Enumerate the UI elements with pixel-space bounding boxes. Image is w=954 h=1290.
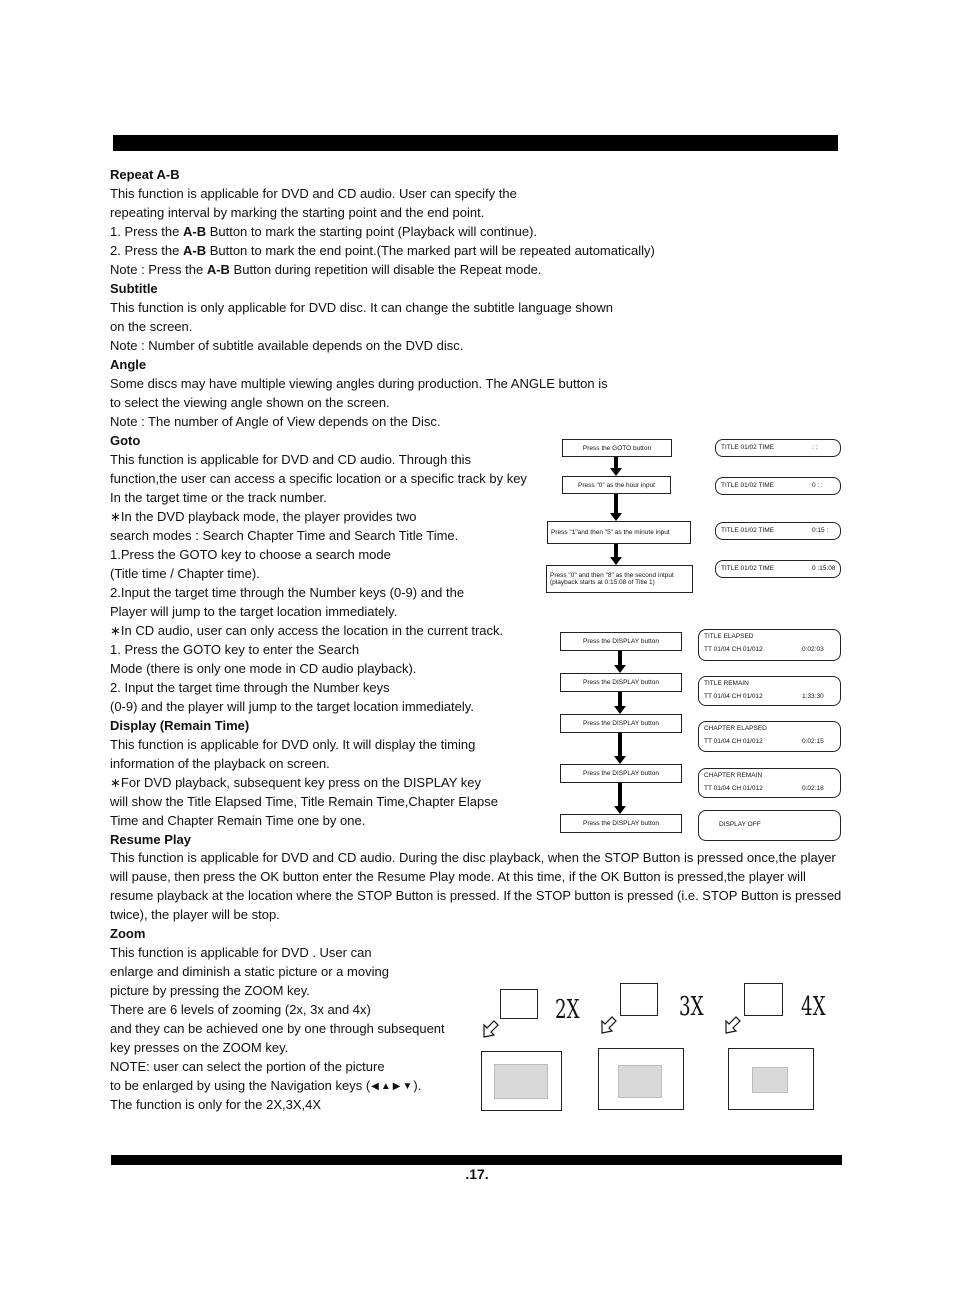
arrow-shaft <box>614 544 618 557</box>
zoom-frame <box>500 989 538 1019</box>
text-line: repeating interval by marking the starting point and the end point. <box>110 205 485 220</box>
text-line: Time and Chapter Remain Time one by one. <box>110 813 366 828</box>
screen-value: 0 :15:08 <box>812 565 836 572</box>
down-arrow-icon: ▼ <box>402 1081 413 1093</box>
zoomed-area <box>494 1064 548 1099</box>
screen-label: TITLE 01/02 TIME <box>721 482 774 489</box>
zoomed-area <box>618 1065 662 1098</box>
screen-info: TT 01/04 CH 01/012 <box>704 738 763 745</box>
button-name: A-B <box>182 243 207 258</box>
arrow-head <box>614 706 626 714</box>
cursor-arrow-icon <box>724 1015 744 1035</box>
display-step-box: Press the DISPLAY button <box>560 764 682 783</box>
screen-label: TITLE 01/02 TIME <box>721 565 774 572</box>
section-heading: Angle <box>110 357 147 372</box>
arrow-shaft <box>614 494 618 513</box>
arrow-head <box>610 513 622 521</box>
display-step-box: Press the DISPLAY button <box>560 632 682 651</box>
arrow-shaft <box>618 783 622 806</box>
arrow-shaft <box>618 733 622 756</box>
text-line: 2. Input the target time through the Number keys <box>110 680 390 695</box>
text-line <box>110 1076 421 1096</box>
goto-step-box: Press "0" as the hour input <box>562 476 671 494</box>
text-segment: ). <box>413 1078 422 1093</box>
screen-title: DISPLAY OFF <box>719 821 761 828</box>
text-line: to select the viewing angle shown on the screen. <box>110 395 390 410</box>
display-screen <box>698 629 841 661</box>
goto-screen-display <box>715 439 841 457</box>
display-screen <box>698 768 841 798</box>
text-line: This function is applicable for DVD . User can <box>110 945 372 960</box>
text-line <box>110 222 537 241</box>
display-screen <box>698 676 841 706</box>
screen-time: 1:33:30 <box>802 693 824 700</box>
zoomed-area <box>752 1067 788 1093</box>
arrow-head <box>610 468 622 476</box>
text-line: NOTE: user can select the portion of the picture <box>110 1059 385 1074</box>
screen-time: 0:02:18 <box>802 785 824 792</box>
text-line: and they can be achieved one by one through subsequent <box>110 1021 445 1036</box>
text-line: In the target time or the track number. <box>110 490 327 505</box>
zoom-level-label: 2X <box>555 995 580 1025</box>
text-line: (0-9) and the player will jump to the target location immediately. <box>110 699 474 714</box>
arrow-head <box>614 665 626 673</box>
left-arrow-icon: ◀ <box>371 1081 379 1093</box>
screen-value: 0:15 : <box>812 527 829 534</box>
display-screen <box>698 810 841 841</box>
text-line: This function is applicable for DVD and CD audio. Through this <box>110 452 472 467</box>
text-line: Note : The number of Angle of View depends on the Disc. <box>110 414 441 429</box>
text-segment: Button to mark the end point.(The marked part will be repeated automatically) <box>206 243 655 258</box>
section-heading: Goto <box>110 433 141 448</box>
text-line: 1. Press the GOTO key to enter the Search <box>110 642 360 657</box>
text-line: ∗In the DVD playback mode, the player provides two <box>110 509 417 524</box>
goto-screen-display <box>715 560 841 578</box>
screen-label: TITLE 01/02 TIME <box>721 444 774 451</box>
text-line: This function is applicable for DVD only. It will display the timing <box>110 737 476 752</box>
screen-value: 0 : : <box>812 482 823 489</box>
resume-paragraph: This function is applicable for DVD and CD audio. During the disc playback, when the STOP Button is pressed once,the player will pause, then press the OK button enter the Resume Play mode. At this time, if the OK Button is pressed,the player will resume playback at the location where the STOP Button is pressed. If the STOP button is pressed (i.e. STOP Button is pressed twice), the player will be stop. <box>110 850 842 922</box>
screen-info: TT 01/04 CH 01/012 <box>704 646 763 653</box>
text-segment: 1. Press the <box>110 224 183 239</box>
section-heading: Subtitle <box>110 281 158 296</box>
zoom-level-label: 4X <box>801 992 826 1022</box>
footer-bar <box>111 1155 842 1165</box>
section-heading: Zoom <box>110 926 146 941</box>
screen-value: : : <box>812 444 818 451</box>
text-line: Note : Number of subtitle available depends on the DVD disc. <box>110 338 464 353</box>
text-line: function,the user can access a specific location or a specific track by key <box>110 471 527 486</box>
zoom-level-label: 3X <box>679 992 704 1022</box>
text-segment: 2. Press the <box>110 243 183 258</box>
screen-title: CHAPTER ELAPSED <box>704 725 767 732</box>
screen-title: TITLE ELAPSED <box>704 633 754 640</box>
text-line <box>110 260 541 279</box>
up-arrow-icon: ▲ <box>380 1081 391 1093</box>
text-line <box>110 241 655 260</box>
screen-time: 0:02:03 <box>802 646 824 653</box>
screen-info: TT 01/04 CH 01/012 <box>704 693 763 700</box>
section-heading: Resume Play <box>110 832 191 847</box>
display-screen <box>698 721 841 752</box>
zoom-frame <box>620 983 658 1016</box>
arrow-shaft <box>614 457 618 468</box>
text-line: ∗For DVD playback, subsequent key press on the DISPLAY key <box>110 775 481 790</box>
arrow-head <box>610 557 622 565</box>
text-segment: to be enlarged by using the Navigation keys ( <box>110 1078 371 1093</box>
text-line: on the screen. <box>110 319 193 334</box>
text-line: (Title time / Chapter time). <box>110 566 260 581</box>
right-arrow-icon: ▶ <box>392 1081 401 1093</box>
screen-time: 0:02:15 <box>802 738 824 745</box>
screen-info: TT 01/04 CH 01/012 <box>704 785 763 792</box>
cursor-arrow-icon <box>482 1019 502 1039</box>
goto-screen-display <box>715 477 841 495</box>
text-line: The function is only for the 2X,3X,4X <box>110 1097 322 1112</box>
arrow-shaft <box>618 651 622 665</box>
text-line: information of the playback on screen. <box>110 756 330 771</box>
button-name: A-B <box>182 224 207 239</box>
text-line: Player will jump to the target location immediately. <box>110 604 398 619</box>
section-heading: Repeat A-B <box>110 167 180 182</box>
text-line: search modes : Search Chapter Time and Search Title Time. <box>110 528 459 543</box>
screen-title: CHAPTER REMAIN <box>704 772 763 779</box>
arrow-shaft <box>618 692 622 706</box>
arrow-head <box>614 806 626 814</box>
text-line: will show the Title Elapsed Time, Title Remain Time,Chapter Elapse <box>110 794 499 809</box>
text-line: enlarge and diminish a static picture or a moving <box>110 964 389 979</box>
button-name: A-B <box>206 262 230 277</box>
display-step-box: Press the DISPLAY button <box>560 673 682 692</box>
screen-title: TITLE REMAIN <box>704 680 749 687</box>
text-line: This function is only applicable for DVD disc. It can change the subtitle language shown <box>110 300 613 315</box>
section-heading: Display (Remain Time) <box>110 718 250 733</box>
cursor-arrow-icon <box>600 1015 620 1035</box>
text-segment: Button during repetition will disable the Repeat mode. <box>229 262 542 277</box>
text-line: There are 6 levels of zooming (2x, 3x and 4x) <box>110 1002 371 1017</box>
arrow-head <box>614 756 626 764</box>
text-line: 2.Input the target time through the Number keys (0-9) and the <box>110 585 465 600</box>
goto-screen-display <box>715 522 841 540</box>
text-line: Mode (there is only one mode in CD audio playback). <box>110 661 417 676</box>
goto-step-box: Press the GOTO button <box>562 439 672 457</box>
text-segment: Note : Press the <box>110 262 207 277</box>
text-segment: Button to mark the starting point (Playback will continue). <box>206 224 538 239</box>
text-line: Some discs may have multiple viewing angles during production. The ANGLE button is <box>110 376 608 391</box>
zoom-frame <box>744 983 783 1016</box>
goto-step-box: Press "1"and then "5" as the minute input <box>547 521 691 544</box>
text-line: This function is applicable for DVD and CD audio. User can specify the <box>110 186 517 201</box>
text-line: ∗In CD audio, user can only access the location in the current track. <box>110 623 504 638</box>
screen-label: TITLE 01/02 TIME <box>721 527 774 534</box>
text-line: 1.Press the GOTO key to choose a search mode <box>110 547 391 562</box>
text-line: picture by pressing the ZOOM key. <box>110 983 310 998</box>
header-bar <box>113 135 838 151</box>
text-line: key presses on the ZOOM key. <box>110 1040 289 1055</box>
page-number: .17. <box>465 1166 489 1182</box>
display-step-box: Press the DISPLAY button <box>560 814 682 833</box>
goto-step-box: Press "0" and then "8" as the second intput (playback starts at 0:15:08 of Title 1) <box>546 565 693 593</box>
display-step-box: Press the DISPLAY button <box>560 714 682 733</box>
